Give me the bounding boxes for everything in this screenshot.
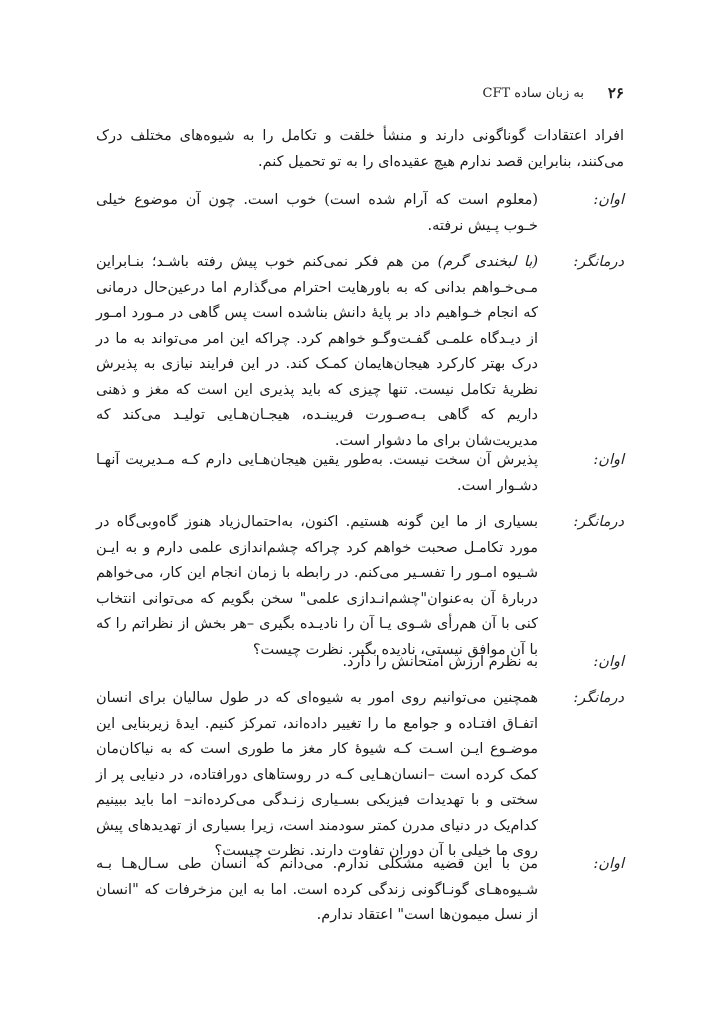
dialogue-turn (96, 510, 624, 663)
dialogue-text: افراد اعتقادات گوناگونی دارند و منشأ خلقت و تکامل را به شیوه‌های مختلف درک می‌کنند، بنابراین قصد ندارم هیچ عقیده‌ای را به تو تحمیل کنم. (96, 128, 624, 170)
speaker-label: اوان: (593, 654, 624, 670)
speaker-label: اوان: (593, 856, 624, 872)
dialogue-turn (96, 250, 624, 454)
dialogue-text: به نظرم ارزش امتحانش را دارد. (342, 654, 538, 670)
speaker-label: درمانگر: (573, 254, 624, 270)
page-header (96, 84, 624, 108)
dialogue-body: من هم فکر نمی‌کنم خوب پیش رفته باشـد؛ بنـابراین مـی‌خـواهم بدانی که به باورهایت احترام می‌گذارم اما درعین‌حال درمانی که انجام خـواهیم داد بر پایهٔ دانش بناشده است پس گاهی در مـورد امـور از دیـدگاه علمـی گفـت‌وگـو خواهم کرد. چراکه این امر می‌تواند به ما در درک بهتر کارکرد هیجان‌هایمان کمـک کند. در این فرایند نیازی به پذیرش نظریهٔ تکامل نیست. تنها چیزی که باید پذیری این است که مغز و ذهنی داریم که گاهی بـه‌صـورت فریبنـده، هیجـان‌هـایی تولیـد می‌کند که مدیریت‌شان برای ما دشوار است. (96, 254, 538, 449)
speaker-label: درمانگر: (573, 514, 624, 530)
speaker-label: اوان: (593, 192, 624, 208)
dialogue-turn (96, 448, 624, 499)
speaker-label: درمانگر: (573, 690, 624, 706)
dialogue-turn (96, 650, 624, 676)
stage-direction: (با لبخندی گرم) (437, 254, 539, 270)
dialogue-text: (معلوم است که آرام شده است) خوب است. چون آن موضوع خیلی خـوب پـیش نرفته. (96, 192, 538, 234)
page-number: ۲۶ (607, 84, 624, 102)
dialogue-text: من با این قضیه مشکلی ندارم. می‌دانم که انسان طی سـال‌هـا بـه شـیوه‌هـای گونـاگونی زندگی کرده است. اما به این مزخرفات که "انسان از نسل میمون‌ها است" اعتقاد ندارم. (96, 856, 538, 923)
dialogue-turn (96, 686, 624, 865)
dialogue-text (96, 250, 538, 454)
dialogue-text: بسیاری از ما این گونه هستیم. اکنون، به‌احتمال‌زیاد هنوز گاه‌وبی‌گاه در مورد تکامـل صحبت خواهم کرد چراکه چشم‌اندازی علمی دارم و به ایـن شـیوه امـور را تفسـیر می‌کنم. در رابطه با زمان انجام این کار، می‌خواهم دربارهٔ آن به‌عنوان"چشم‌انـدازی علمی" سخن بگویم که می‌توانی انتخاب کنی با آن هم‌رأی شـوی یـا آن را نادیـده بگیری –هر بخش از نظراتم را که با آن موافق نیستی، نادیده بگیر. نظرت چیست؟ (96, 514, 538, 658)
speaker-label: اوان: (593, 452, 624, 468)
dialogue-text: همچنین می‌توانیم روی امور به شیوه‌ای که در طول سالیان برای انسان اتفـاق افتـاده و جوامع ما را تغییر داده‌اند، تمرکز کنیم. ایدهٔ زیربنایی این موضـوع ایـن اسـت کـه شیوهٔ کار مغز ما طوری است که به نیاکان‌مان کمک کرده است –انسان‌هـایی کـه در روستاهای دورافتاده، در دنیایی پر از سختی و با تهدیدات فیزیکی بسـیاری زنـدگی می‌کرده‌اند– اما باید ببینیم کدام‌یک در دنیای مدرن کمتر سودمند است، زیرا بسیاری از تهدیدهای پیش روی ما خیلی با آن دوران تفاوت دارند. نظرت چیست؟ (96, 690, 538, 859)
dialogue-turn (96, 188, 624, 239)
paragraph-intro (96, 124, 624, 175)
dialogue-text: پذیرش آن سخت نیست. به‌طور یقین هیجان‌هـایی دارم کـه مـدیریت آنهـا دشـوار است. (96, 452, 538, 494)
running-title: CFT به زبان ساده (482, 86, 584, 101)
dialogue-turn (96, 852, 624, 929)
